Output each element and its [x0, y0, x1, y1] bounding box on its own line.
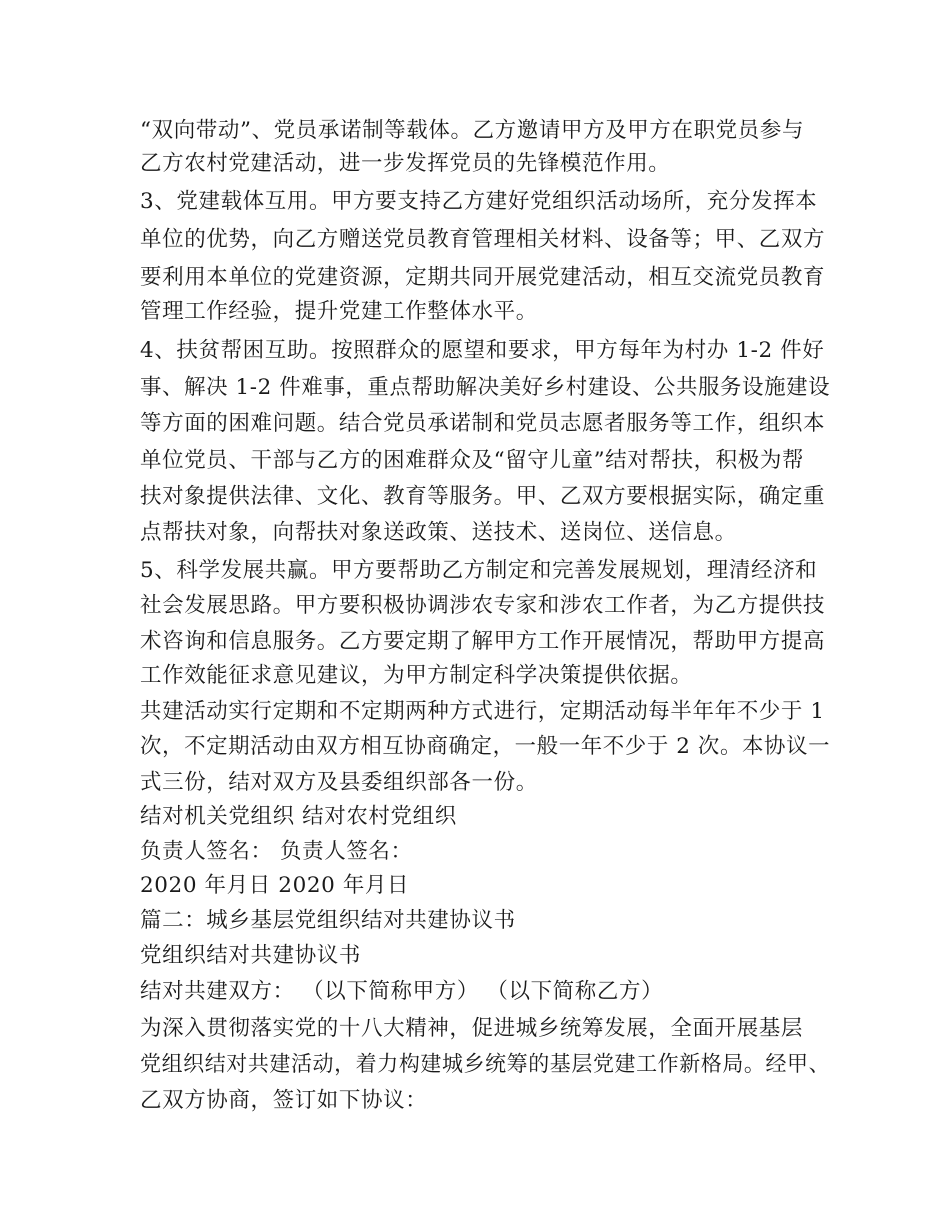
text-line: 扶对象提供法律、文化、教育等服务。甲、乙双方要根据实际，确定重 [140, 484, 826, 509]
text-line: 事、解决 1-2 件难事，重点帮助解决美好乡村建设、公共服务设施建设 [140, 375, 831, 400]
text-line: 共建活动实行定期和不定期两种方式进行，定期活动每半年年不少于 1 [140, 699, 825, 724]
text-line: 管理工作经验，提升党建工作整体水平。 [140, 299, 538, 324]
text-line: 等方面的困难问题。结合党员承诺制和党员志愿者服务等工作，组织本 [140, 411, 826, 436]
signature-label-line: 负责人签名： 负责人签名： [140, 839, 413, 864]
section-title: 篇二：城乡基层党组织结对共建协议书 [140, 908, 516, 933]
text-line: 4、扶贫帮困互助。按照群众的愿望和要求，甲方每年为村办 1-2 件好 [140, 338, 825, 363]
text-line: 乙双方协商，签订如下协议： [140, 1088, 428, 1113]
signature-header-line: 结对机关党组织 结对农村党组织 [140, 804, 457, 829]
text-line: 要利用本单位的党建资源，定期共同开展党建活动，相互交流党员教育 [140, 265, 826, 290]
text-line: 单位党员、干部与乙方的困难群众及“留守儿童”结对帮扶，积极为帮 [140, 448, 805, 473]
parties-line: 结对共建双方： （以下简称甲方） （以下简称乙方） [140, 979, 664, 1004]
text-line: “双向带动”、党员承诺制等载体。乙方邀请甲方及甲方在职党员参与 [140, 118, 805, 143]
text-line: 3、党建载体互用。甲方要支持乙方建好党组织活动场所，充分发挥本 [140, 189, 818, 214]
text-line: 党组织结对共建活动，着力构建城乡统筹的基层党建工作新格局。经甲、 [140, 1052, 831, 1077]
text-line: 式三份，结对双方及县委组织部各一份。 [140, 770, 538, 795]
text-line: 5、科学发展共赢。甲方要帮助乙方制定和完善发展规划，理清经济和 [140, 558, 818, 583]
text-line: 乙方农村党建活动，进一步发挥党员的先锋模范作用。 [140, 151, 671, 176]
agreement-title: 党组织结对共建协议书 [140, 943, 362, 968]
text-line: 次，不定期活动由双方相互协商确定，一般一年不少于 2 次。本协议一 [140, 734, 831, 759]
text-line: 单位的优势，向乙方赠送党员教育管理相关材料、设备等；甲、乙双方 [140, 227, 826, 252]
text-line: 术咨询和信息服务。乙方要定期了解甲方工作开展情况，帮助甲方提高 [140, 629, 826, 654]
date-line: 2020 年月日 2020 年月日 [140, 873, 410, 898]
text-line: 工作效能征求意见建议，为甲方制定科学决策提供依据。 [140, 663, 693, 688]
text-line: 点帮扶对象，向帮扶对象送政策、送技术、送岗位、送信息。 [140, 520, 737, 545]
text-line: 社会发展思路。甲方要积极协调涉农专家和涉农工作者，为乙方提供技 [140, 593, 826, 618]
text-line: 为深入贯彻落实党的十八大精神，促进城乡统筹发展，全面开展基层 [140, 1016, 804, 1041]
